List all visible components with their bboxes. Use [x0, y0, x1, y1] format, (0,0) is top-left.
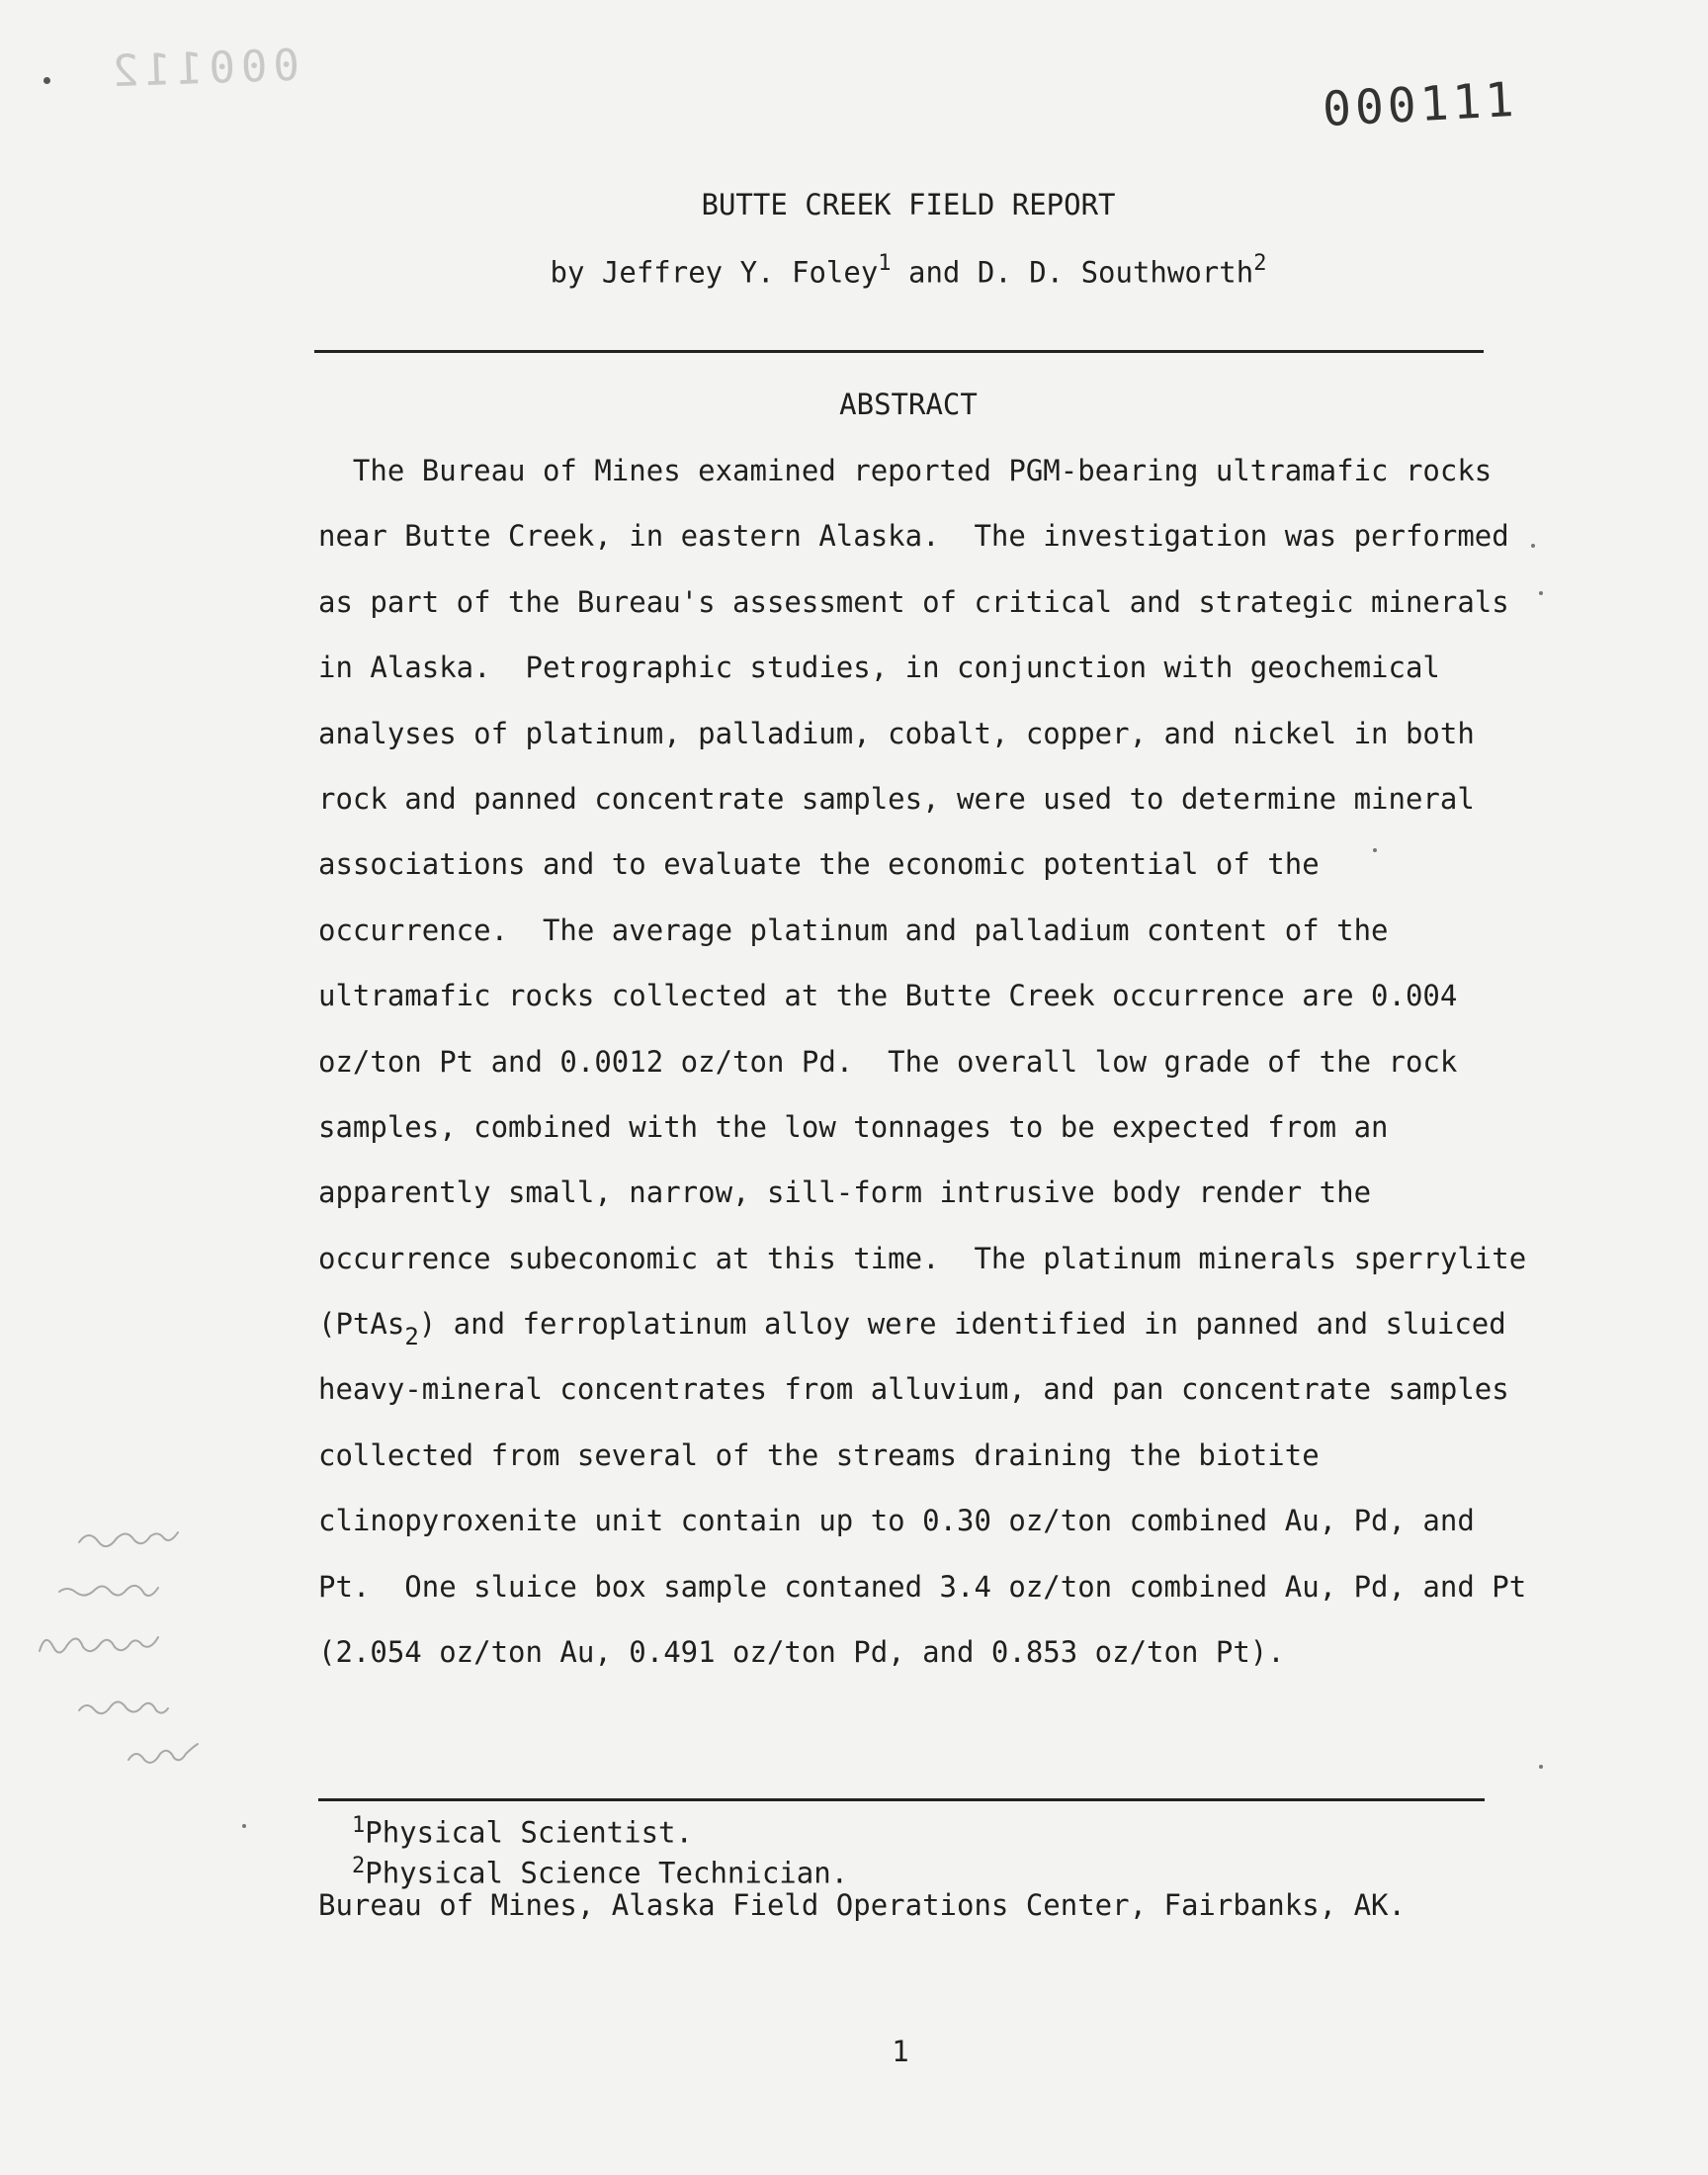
footnote-2-text: Physical Science Technician.	[365, 1856, 849, 1890]
abstract-line: ultramafic rocks collected at the Butte Creek occurrence are 0.004	[318, 979, 1458, 1013]
handwritten-margin-note	[20, 1483, 247, 1780]
abstract-line: as part of the Bureau's assessment of critical and strategic minerals	[318, 584, 1509, 619]
faint-stamp-number: 000112	[106, 40, 300, 98]
page-stamp-number: 000111	[1321, 71, 1519, 138]
abstract-line: near Butte Creek, in eastern Alaska. The investigation was performed	[318, 519, 1509, 554]
footnote-divider	[318, 1798, 1485, 1801]
abstract-line: occurrence. The average platinum and palladium content of the	[318, 913, 1389, 947]
abstract-line: analyses of platinum, palladium, cobalt, copper, and nickel in both	[318, 716, 1475, 750]
author-1-footnote-mark: 1	[878, 251, 892, 276]
abstract-line: occurrence subeconomic at this time. The platinum minerals sperrylite	[318, 1241, 1527, 1275]
report-authors	[0, 253, 1708, 290]
scan-speck	[1531, 544, 1535, 548]
report-title: BUTTE CREEK FIELD REPORT	[701, 188, 1116, 221]
abstract-line: Pt. One sluice box sample contaned 3.4 oz/ton combined Au, Pd, and Pt	[318, 1569, 1527, 1604]
scan-speck	[1539, 1765, 1543, 1769]
ptas-subscript: 2	[404, 1322, 419, 1350]
abstract-line: (2.054 oz/ton Au, 0.491 oz/ton Pd, and 0.853 oz/ton Pt).	[318, 1635, 1285, 1670]
footnote-2	[318, 1850, 1406, 1890]
abstract-line: apparently small, narrow, sill-form intrusive body render the	[318, 1175, 1372, 1210]
abstract-line: associations and to evaluate the economic potential of the	[318, 847, 1320, 882]
abstract-line: samples, combined with the low tonnages to be expected from an	[318, 1109, 1389, 1144]
footnote-1-text: Physical Scientist.	[365, 1815, 693, 1850]
author-2-footnote-mark: 2	[1253, 251, 1267, 276]
ptas-formula: (PtAs	[318, 1307, 405, 1342]
abstract-line: in Alaska. Petrographic studies, in conjunction with geochemical	[318, 651, 1440, 685]
abstract-body	[318, 449, 1527, 1696]
abstract-line: heavy-mineral concentrates from alluvium, and pan concentrate samples	[318, 1372, 1509, 1407]
abstract-line: collected from several of the streams draining the biotite	[318, 1437, 1320, 1472]
affiliation: Bureau of Mines, Alaska Field Operations Center, Fairbanks, AK.	[318, 1888, 1406, 1923]
abstract-line: oz/ton Pt and 0.0012 oz/ton Pd. The overall low grade of the rock	[318, 1044, 1458, 1079]
header-divider	[314, 350, 1484, 353]
abstract-line	[318, 1302, 1504, 1367]
scan-speck	[242, 1824, 246, 1828]
footnote-1-mark: 1	[352, 1813, 366, 1838]
abstract-heading: ABSTRACT	[839, 388, 978, 421]
scan-speck	[1373, 848, 1377, 852]
footnote-2-mark: 2	[352, 1853, 366, 1878]
ptas-line-rest: ) and ferroplatinum alloy were identified in panned and sluiced	[418, 1307, 1506, 1342]
author-1: by Jeffrey Y. Foley	[550, 255, 879, 290]
author-2: and D. D. Southworth	[891, 255, 1254, 290]
footnotes	[318, 1809, 1406, 1922]
abstract-line: The Bureau of Mines examined reported PGM-bearing ultramafic rocks	[318, 454, 1493, 487]
abstract-line: clinopyroxenite unit contain up to 0.30 oz/ton combined Au, Pd, and	[318, 1504, 1475, 1538]
footnote-1	[318, 1809, 1406, 1850]
scan-speck	[1539, 591, 1543, 595]
page-number: 1	[892, 2035, 909, 2068]
abstract-line: rock and panned concentrate samples, were used to determine mineral	[318, 781, 1475, 816]
dot-mark	[43, 77, 50, 84]
